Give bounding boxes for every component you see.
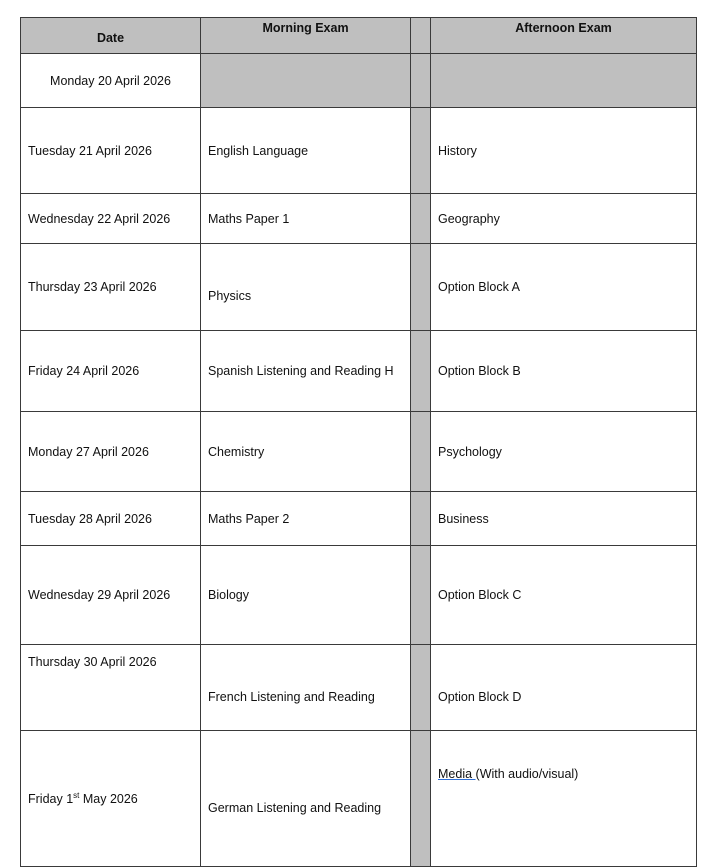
- date-cell: Monday 27 April 2026: [21, 412, 201, 492]
- header-morning: Morning Exam: [201, 18, 411, 54]
- table-row: [21, 108, 697, 194]
- morning-cell: Spanish Listening and Reading H: [201, 331, 411, 412]
- morning-cell: French Listening and Reading: [201, 645, 411, 731]
- gap-cell: [411, 194, 431, 244]
- afternoon-note: (With audio/visual): [475, 767, 579, 781]
- morning-cell: Maths Paper 1: [201, 194, 411, 244]
- date-cell: Wednesday 29 April 2026: [21, 546, 201, 645]
- date-cell: Thursday 23 April 2026: [21, 244, 201, 331]
- gap-cell: [411, 412, 431, 492]
- gap-cell: [411, 492, 431, 546]
- date-cell: Wednesday 22 April 2026: [21, 194, 201, 244]
- date-cell: Thursday 30 April 2026: [21, 645, 201, 731]
- afternoon-cell: Option Block A: [431, 244, 697, 331]
- afternoon-cell: Psychology: [431, 412, 697, 492]
- date-ordinal: st: [73, 790, 80, 800]
- date-cell: Friday 24 April 2026: [21, 331, 201, 412]
- morning-cell: German Listening and Reading: [201, 731, 411, 867]
- table-row: [21, 194, 697, 244]
- exam-timetable: [20, 17, 697, 867]
- table-row: [21, 645, 697, 731]
- afternoon-cell: Option Block B: [431, 331, 697, 412]
- table-row: [21, 54, 697, 108]
- gap-cell: [411, 731, 431, 867]
- gap-column: [411, 18, 431, 54]
- gap-cell: [411, 645, 431, 731]
- morning-cell: Biology: [201, 546, 411, 645]
- date-prefix: Friday 1: [28, 791, 74, 806]
- header-afternoon: Afternoon Exam: [431, 18, 697, 54]
- afternoon-link[interactable]: Media: [438, 767, 476, 781]
- morning-cell: [201, 54, 411, 108]
- afternoon-cell: Geography: [431, 194, 697, 244]
- date-cell: Tuesday 28 April 2026: [21, 492, 201, 546]
- morning-cell: Chemistry: [201, 412, 411, 492]
- date-cell: [21, 731, 201, 867]
- header-date: Date: [21, 18, 201, 54]
- gap-cell: [411, 54, 431, 108]
- afternoon-cell: Business: [431, 492, 697, 546]
- afternoon-cell: [431, 731, 697, 867]
- afternoon-cell: [431, 54, 697, 108]
- afternoon-cell: Option Block C: [431, 546, 697, 645]
- morning-cell: Physics: [201, 244, 411, 331]
- morning-cell: Maths Paper 2: [201, 492, 411, 546]
- afternoon-cell: Option Block D: [431, 645, 697, 731]
- date-suffix: May 2026: [79, 791, 138, 806]
- table-row: [21, 731, 697, 867]
- header-row: [21, 18, 697, 54]
- table-row: [21, 331, 697, 412]
- date-cell: Monday 20 April 2026: [21, 54, 201, 108]
- gap-cell: [411, 244, 431, 331]
- morning-cell: English Language: [201, 108, 411, 194]
- table-row: [21, 244, 697, 331]
- date-cell: Tuesday 21 April 2026: [21, 108, 201, 194]
- gap-cell: [411, 108, 431, 194]
- table-row: [21, 546, 697, 645]
- afternoon-cell: History: [431, 108, 697, 194]
- gap-cell: [411, 331, 431, 412]
- table-row: [21, 412, 697, 492]
- gap-cell: [411, 546, 431, 645]
- table-row: [21, 492, 697, 546]
